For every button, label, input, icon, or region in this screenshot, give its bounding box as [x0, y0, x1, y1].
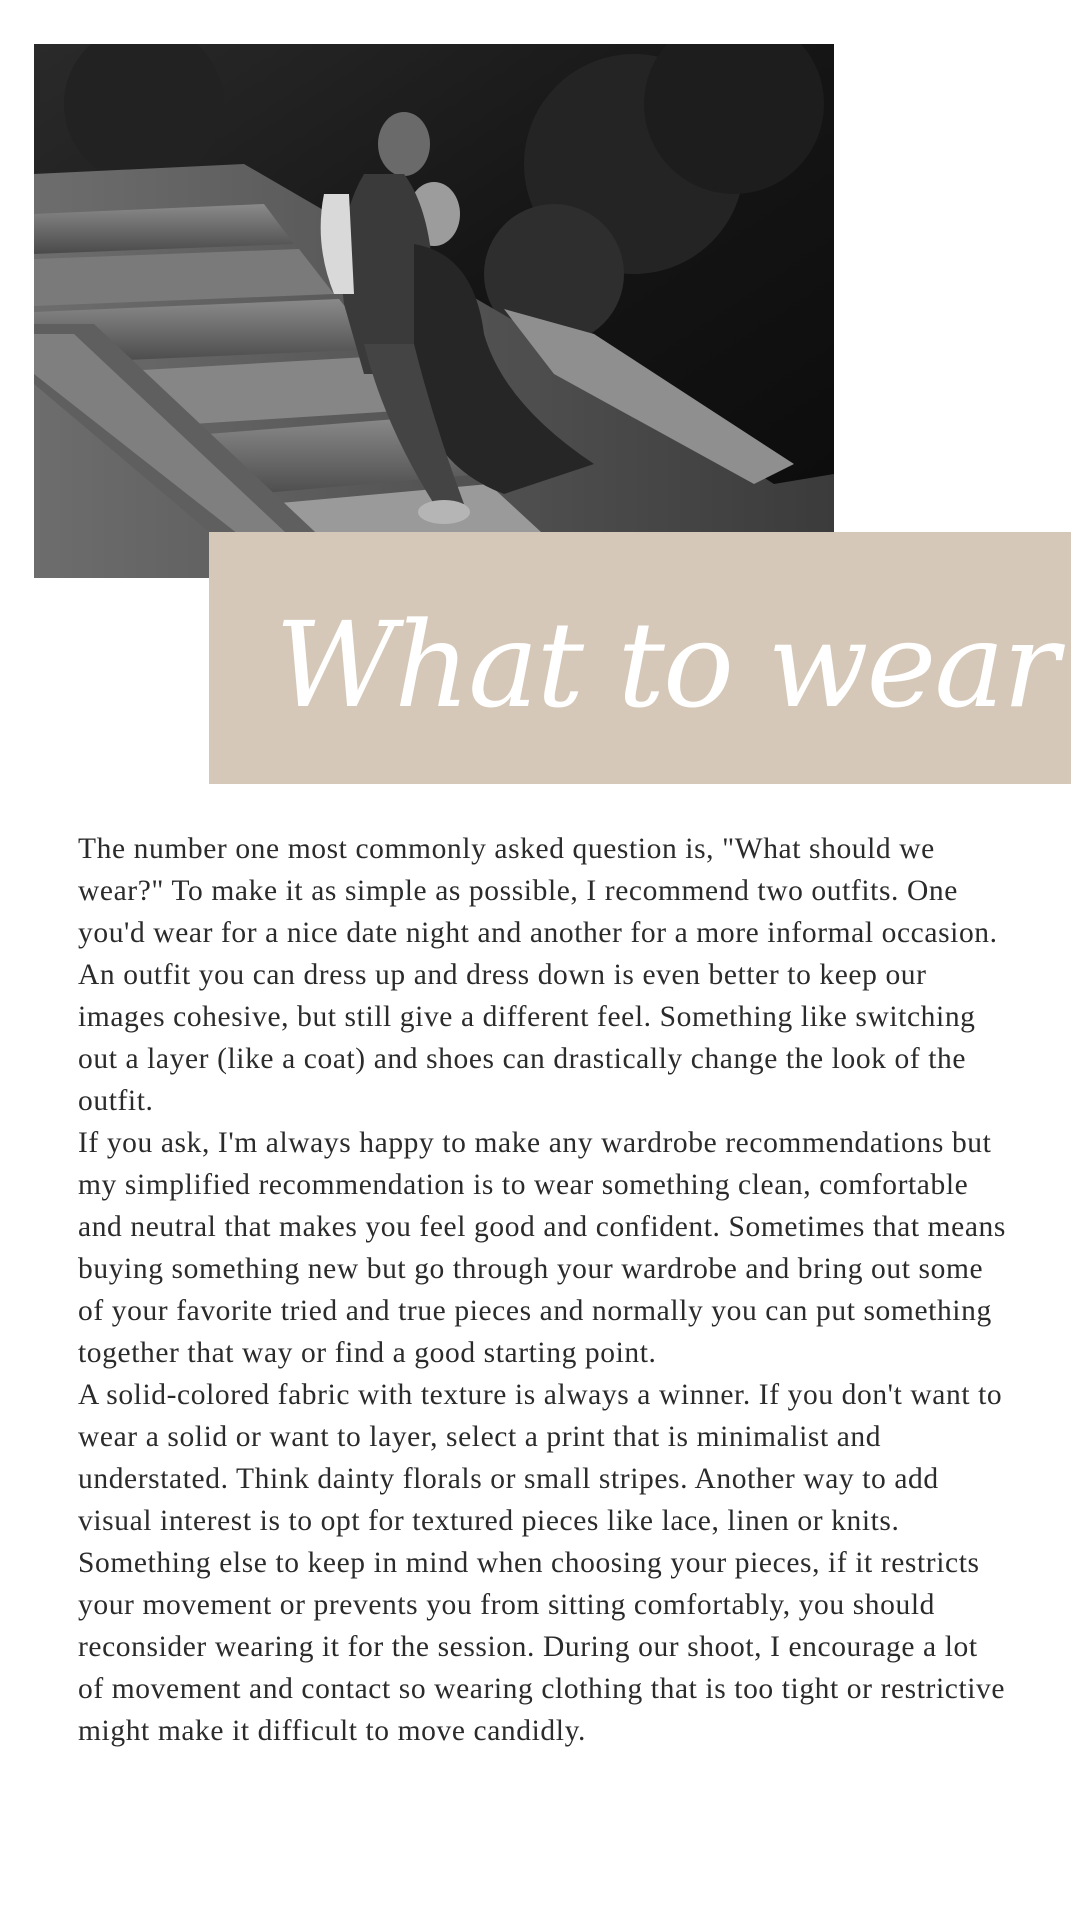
- hero-photo: [34, 44, 834, 578]
- couple-on-steps-image: [34, 44, 834, 578]
- paragraph-2: If you ask, I'm always happy to make any wardrobe recommendations but my simplified recommendation is to wear something clean, comfortable and neutral that makes you feel good and confident. Sometimes that means buying something new but go through your wardrobe and bring out some of your favorite tried and true pieces and normally you can put something together that way or find a good starting point.: [78, 1127, 1006, 1369]
- body-copy: [78, 828, 1008, 1752]
- paragraph-3: A solid-colored fabric with texture is always a winner. If you don't want to wear a solid or want to layer, select a print that is minimalist and understated. Think dainty florals or small stripes. Another way to add visual interest is to opt for textured pieces like lace, linen or knits.: [78, 1379, 1003, 1537]
- paragraph-1: The number one most commonly asked question is, "What should we wear?" To make it as simple as possible, I recommend two outfits. One you'd wear for a nice date night and another for a more informal occasion. An outfit you can dress up and dress down is even better to keep our images cohesive, but still give a different feel. Something like switching out a layer (like a coat) and shoes can drastically change the look of the outfit.: [78, 833, 998, 1117]
- page-title: What to wear: [275, 596, 1058, 734]
- paragraph-4: Something else to keep in mind when choosing your pieces, if it restricts your movement or prevents you from sitting comfortably, you should reconsider wearing it for the session. During our shoot, I encourage a lot of movement and contact so wearing clothing that is too tight or restrictive might make it difficult to move candidly.: [78, 1547, 1006, 1747]
